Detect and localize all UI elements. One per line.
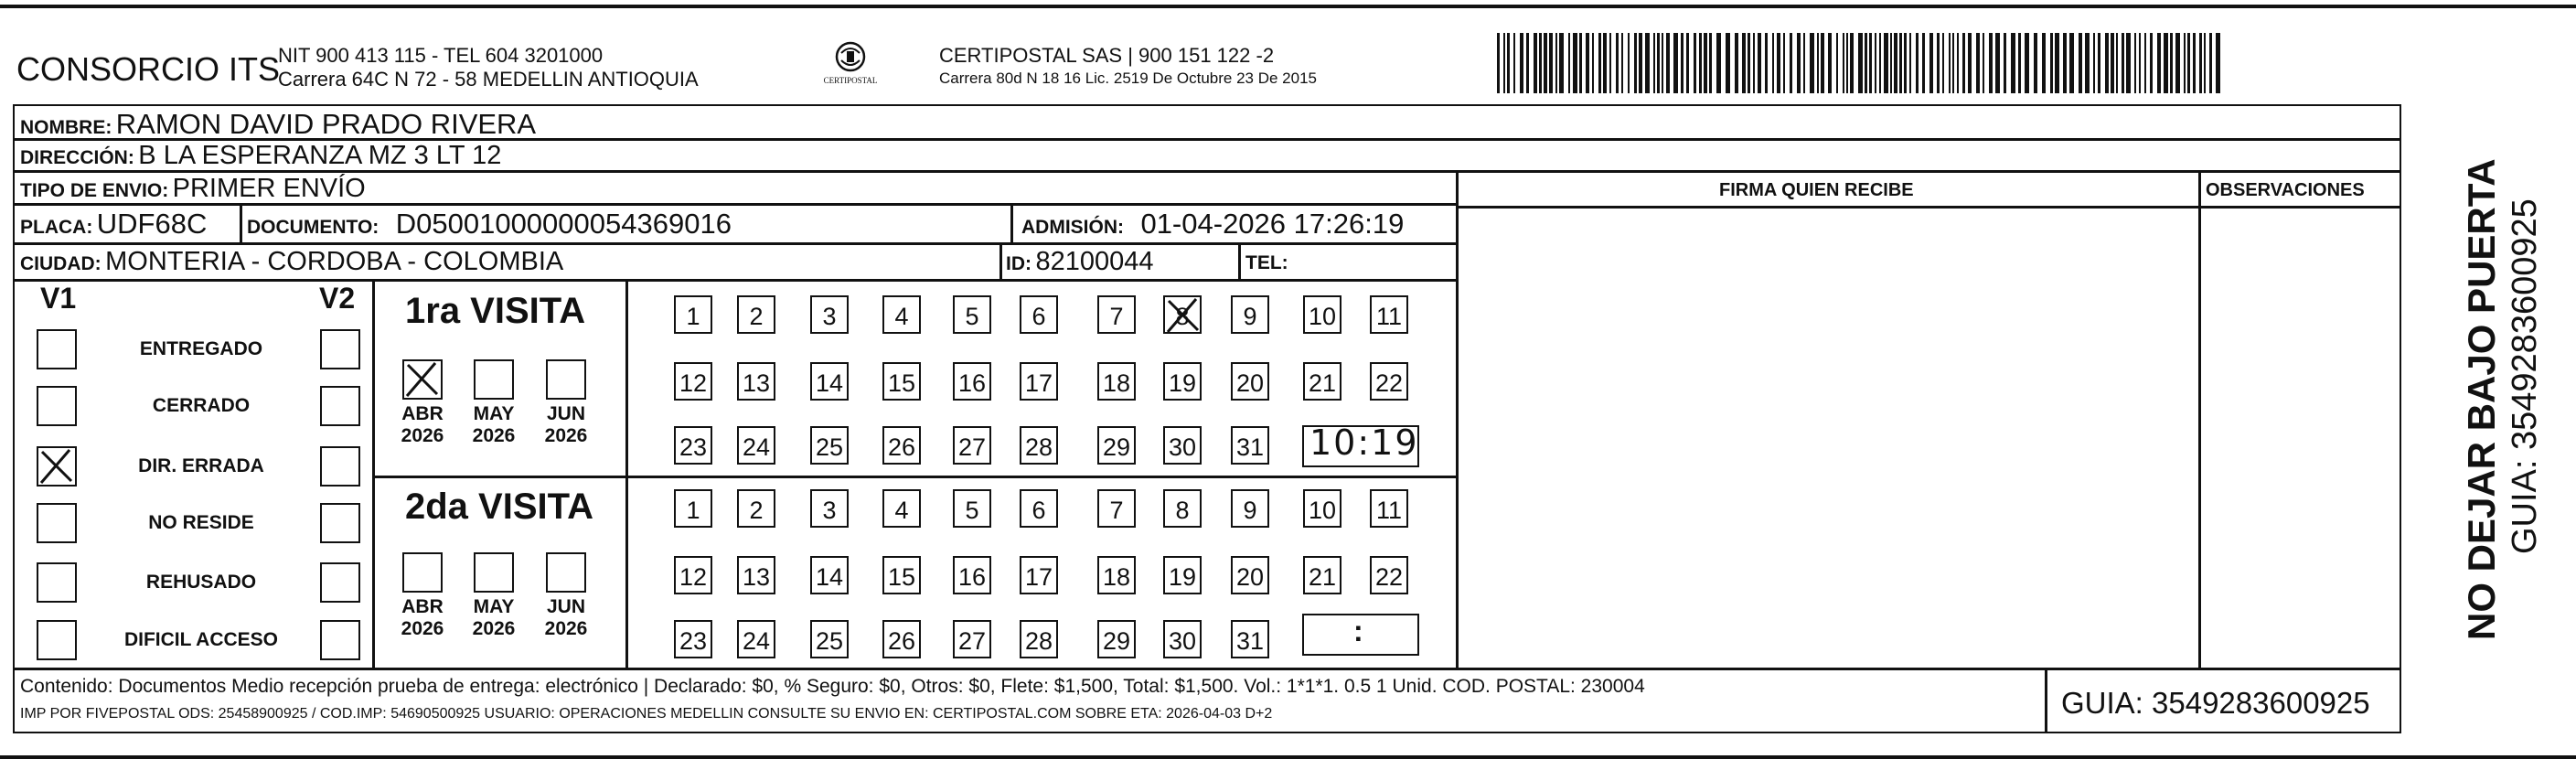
company-name: CONSORCIO ITS bbox=[16, 50, 281, 88]
barcode bbox=[1497, 33, 2221, 93]
barcode-bar bbox=[2093, 33, 2095, 93]
barcode-bar bbox=[1758, 33, 1761, 93]
day-box[interactable]: 7 bbox=[1097, 489, 1136, 528]
day-box[interactable]: 5 bbox=[953, 489, 991, 528]
barcode-bar bbox=[1894, 33, 1897, 93]
barcode-bar bbox=[1983, 33, 1984, 93]
barcode-bar bbox=[1628, 33, 1630, 93]
top-rule bbox=[0, 5, 2576, 8]
barcode-bar bbox=[1890, 33, 1892, 93]
day-box[interactable]: 26 bbox=[882, 426, 921, 465]
day-box[interactable]: 19 bbox=[1163, 556, 1202, 594]
day-box[interactable]: 31 bbox=[1231, 620, 1269, 658]
day-box[interactable]: 6 bbox=[1020, 489, 1058, 528]
barcode-bar bbox=[1995, 33, 2000, 93]
day-box[interactable]: 5 bbox=[953, 295, 991, 334]
status-label: ENTREGADO bbox=[139, 338, 263, 359]
day-box[interactable]: 27 bbox=[953, 620, 991, 658]
barcode-bar bbox=[2134, 33, 2136, 93]
barcode-bar bbox=[2144, 33, 2146, 93]
guia-box-divider bbox=[2045, 668, 2047, 733]
month-checkbox[interactable] bbox=[402, 359, 443, 400]
bottom-rule bbox=[0, 755, 2576, 759]
barcode-bar bbox=[2085, 33, 2090, 93]
day-box[interactable]: 14 bbox=[810, 362, 849, 401]
barcode-bar bbox=[1694, 33, 1696, 93]
month-checkbox[interactable] bbox=[474, 552, 514, 593]
barcode-bar bbox=[2150, 33, 2153, 93]
barcode-bar bbox=[1942, 33, 1944, 93]
barcode-bar bbox=[1639, 33, 1642, 93]
barcode-bar bbox=[2216, 33, 2220, 93]
admision-value: 01-04-2026 17:26:19 bbox=[1140, 208, 1405, 240]
barcode-bar bbox=[1735, 33, 1738, 93]
day-box[interactable]: 27 bbox=[953, 426, 991, 465]
v2-checkbox[interactable] bbox=[320, 620, 360, 660]
nombre-label: NOMBRE: bbox=[20, 117, 112, 138]
barcode-bar bbox=[1603, 33, 1607, 93]
barcode-bar bbox=[2105, 33, 2109, 93]
day-box[interactable]: 21 bbox=[1303, 556, 1341, 594]
barcode-bar bbox=[1549, 33, 1553, 93]
day-box[interactable]: 16 bbox=[953, 362, 991, 401]
direccion-label: DIRECCIÓN: bbox=[20, 147, 134, 168]
barcode-bar bbox=[1916, 33, 1919, 93]
logo-text: CERTIPOSTAL bbox=[823, 76, 878, 85]
barcode-bar bbox=[1843, 33, 1844, 93]
visit-separator bbox=[372, 476, 1457, 478]
barcode-bar bbox=[1544, 33, 1547, 93]
visit-month-divider bbox=[625, 279, 628, 668]
visit2-time: : bbox=[1353, 615, 1363, 647]
barcode-bar bbox=[1850, 33, 1854, 93]
tipo-value: PRIMER ENVÍO bbox=[172, 174, 366, 203]
barcode-bar bbox=[2018, 33, 2021, 93]
barcode-bar bbox=[1989, 33, 1993, 93]
barcode-bar bbox=[1539, 33, 1542, 93]
tipo-label: TIPO DE ENVIO: bbox=[20, 180, 169, 201]
barcode-bar bbox=[1497, 33, 1500, 93]
day-box[interactable]: 12 bbox=[674, 556, 712, 594]
barcode-bar bbox=[2199, 33, 2202, 93]
barcode-bar bbox=[1803, 33, 1805, 93]
firma-header-bottom bbox=[1457, 206, 2401, 209]
day-box[interactable]: 22 bbox=[1370, 556, 1408, 594]
month-checkbox[interactable] bbox=[402, 552, 443, 593]
row-divider bbox=[13, 242, 1458, 245]
barcode-bar bbox=[1899, 33, 1902, 93]
day-box[interactable]: 13 bbox=[737, 556, 775, 594]
row-divider bbox=[13, 279, 1458, 282]
day-number: 8 bbox=[1175, 303, 1190, 330]
barcode-bar bbox=[1962, 33, 1965, 93]
barcode-bar bbox=[1783, 33, 1785, 93]
firma-left-border bbox=[1456, 170, 1459, 668]
barcode-bar bbox=[1709, 33, 1712, 93]
barcode-bar bbox=[2164, 33, 2168, 93]
barcode-bar bbox=[1673, 33, 1678, 93]
v1-checkbox[interactable] bbox=[37, 562, 77, 603]
barcode-bar bbox=[1884, 33, 1888, 93]
side-warning: NO DEJAR BAJO PUERTA bbox=[2460, 158, 2503, 640]
barcode-bar bbox=[1598, 33, 1601, 93]
obs-left-border bbox=[2198, 170, 2201, 668]
barcode-bar bbox=[1976, 33, 1980, 93]
barcode-bar bbox=[2055, 33, 2059, 93]
barcode-bar bbox=[1513, 33, 1515, 93]
certipostal-info: CERTIPOSTAL SAS | 900 151 122 -2 bbox=[939, 44, 1275, 67]
barcode-bar bbox=[2063, 33, 2067, 93]
v1-checkbox[interactable] bbox=[37, 386, 77, 426]
footer-content: Contenido: Documentos Medio recepción prueba de entrega: electrónico | Declarado: $0, % Seguro: $0, Otros: $0, Flete: $1,500, Total: $1,500. Vol.: 1*1*1. 0.5 1 Unid. COD. POSTAL: 230004 bbox=[20, 676, 1645, 697]
day-box[interactable]: 30 bbox=[1163, 426, 1202, 465]
barcode-bar bbox=[2050, 33, 2053, 93]
status-label: REHUSADO bbox=[145, 572, 257, 593]
cell-divider bbox=[1238, 243, 1241, 280]
tel-label: TEL: bbox=[1245, 252, 1288, 273]
placa-label: PLACA: bbox=[20, 217, 93, 238]
firma-label: FIRMA QUIEN RECIBE bbox=[1719, 180, 1914, 200]
v1-checkbox[interactable] bbox=[37, 446, 77, 487]
day-box[interactable]: 25 bbox=[810, 620, 849, 658]
v1-checkbox[interactable] bbox=[37, 620, 77, 660]
barcode-bar bbox=[1609, 33, 1611, 93]
year-label: 2026 bbox=[544, 425, 588, 446]
status-label: DIFICIL ACCESO bbox=[123, 629, 278, 650]
day-box[interactable]: 11 bbox=[1370, 295, 1408, 334]
barcode-bar bbox=[1716, 33, 1721, 93]
day-box[interactable]: 2 bbox=[737, 295, 775, 334]
barcode-bar bbox=[1968, 33, 1972, 93]
x-mark-icon bbox=[402, 359, 443, 400]
year-label: 2026 bbox=[472, 425, 516, 446]
barcode-bar bbox=[2042, 33, 2046, 93]
barcode-bar bbox=[1653, 33, 1655, 93]
barcode-bar bbox=[1904, 33, 1907, 93]
nombre-value: RAMON DAVID PRADO RIVERA bbox=[115, 108, 537, 140]
day-box[interactable]: 9 bbox=[1231, 295, 1269, 334]
barcode-bar bbox=[1666, 33, 1670, 93]
barcode-bar bbox=[1821, 33, 1824, 93]
barcode-bar bbox=[1681, 33, 1683, 93]
barcode-bar bbox=[2126, 33, 2131, 93]
day-box[interactable]: 25 bbox=[810, 426, 849, 465]
v2-label: V2 bbox=[319, 282, 356, 315]
month-label: JUN bbox=[546, 596, 585, 617]
status-label: NO RESIDE bbox=[148, 512, 254, 533]
day-box[interactable]: 29 bbox=[1097, 426, 1136, 465]
barcode-bar bbox=[1797, 33, 1801, 93]
barcode-bar bbox=[2004, 33, 2006, 93]
certipostal-logo bbox=[814, 38, 887, 93]
barcode-bar bbox=[1699, 33, 1702, 93]
ciudad-value: MONTERIA - CORDOBA - COLOMBIA bbox=[105, 247, 564, 276]
day-box[interactable]: 7 bbox=[1097, 295, 1136, 334]
day-box[interactable]: 31 bbox=[1231, 426, 1269, 465]
barcode-bar bbox=[1753, 33, 1755, 93]
barcode-bar bbox=[2034, 33, 2037, 93]
barcode-bar bbox=[1865, 33, 1867, 93]
day-box[interactable]: 23 bbox=[674, 620, 712, 658]
visit-left-border bbox=[372, 279, 375, 668]
day-box[interactable]: 18 bbox=[1097, 556, 1136, 594]
barcode-bar bbox=[1810, 33, 1814, 93]
placa-value: UDF68C bbox=[96, 208, 208, 240]
month-checkbox[interactable] bbox=[546, 359, 586, 400]
barcode-bar bbox=[1772, 33, 1774, 93]
barcode-bar bbox=[1507, 33, 1510, 93]
day-box[interactable]: 4 bbox=[882, 489, 921, 528]
barcode-bar bbox=[1922, 33, 1925, 93]
barcode-bar bbox=[1726, 33, 1730, 93]
v2-checkbox[interactable] bbox=[320, 503, 360, 543]
v2-checkbox[interactable] bbox=[320, 329, 360, 369]
day-box[interactable]: 17 bbox=[1020, 362, 1058, 401]
visit1-title: 1ra VISITA bbox=[405, 291, 586, 331]
barcode-bar bbox=[2170, 33, 2173, 93]
day-box[interactable]: 9 bbox=[1231, 489, 1269, 528]
barcode-bar bbox=[1704, 33, 1707, 93]
footer-guia: GUIA: 3549283600925 bbox=[2061, 686, 2370, 720]
cell-divider bbox=[1010, 205, 1013, 243]
day-box[interactable]: 28 bbox=[1020, 426, 1058, 465]
barcode-bar bbox=[2069, 33, 2074, 93]
x-mark-icon bbox=[1163, 295, 1203, 336]
barcode-bar bbox=[1634, 33, 1637, 93]
month-checkbox[interactable] bbox=[474, 359, 514, 400]
barcode-bar bbox=[1742, 33, 1746, 93]
day-box[interactable]: 28 bbox=[1020, 620, 1058, 658]
v1-checkbox[interactable] bbox=[37, 503, 77, 543]
side-guia: GUIA: 3549283600925 bbox=[2506, 198, 2544, 554]
barcode-bar bbox=[1621, 33, 1623, 93]
barcode-bar bbox=[1662, 33, 1663, 93]
day-box[interactable]: 10 bbox=[1303, 489, 1341, 528]
month-label: JUN bbox=[546, 403, 585, 424]
barcode-bar bbox=[1520, 33, 1523, 93]
month-checkbox[interactable] bbox=[546, 552, 586, 593]
day-box[interactable] bbox=[1163, 295, 1202, 334]
v2-checkbox[interactable] bbox=[320, 446, 360, 487]
footer-imp: IMP POR FIVEPOSTAL ODS: 25458900925 / COD.IMP: 54690500925 USUARIO: OPERACIONES MEDELLIN CONSULTE SU ENVIO EN: CERTIPOSTAL.COM SOBRE ETA: 2026-04-03 D+2 bbox=[20, 706, 1273, 722]
barcode-bar bbox=[1748, 33, 1750, 93]
barcode-bar bbox=[2193, 33, 2196, 93]
barcode-bar bbox=[1858, 33, 1863, 93]
day-box[interactable]: 1 bbox=[674, 295, 712, 334]
day-box[interactable]: 29 bbox=[1097, 620, 1136, 658]
barcode-bar bbox=[2111, 33, 2114, 93]
year-label: 2026 bbox=[401, 618, 444, 639]
direccion-value: B LA ESPERANZA MZ 3 LT 12 bbox=[138, 141, 502, 170]
barcode-bar bbox=[1957, 33, 1959, 93]
company-nit: NIT 900 413 115 - TEL 604 3201000 bbox=[278, 44, 604, 67]
ciudad-label: CIUDAD: bbox=[20, 253, 102, 274]
barcode-bar bbox=[1817, 33, 1819, 93]
barcode-bar bbox=[2187, 33, 2190, 93]
barcode-bar bbox=[2122, 33, 2124, 93]
day-box[interactable]: 18 bbox=[1097, 362, 1136, 401]
barcode-bar bbox=[1765, 33, 1768, 93]
documento-label: DOCUMENTO: bbox=[247, 217, 379, 238]
day-box[interactable]: 15 bbox=[882, 556, 921, 594]
x-mark-icon bbox=[37, 446, 77, 487]
day-box[interactable]: 16 bbox=[953, 556, 991, 594]
day-box[interactable]: 1 bbox=[674, 489, 712, 528]
barcode-bar bbox=[1534, 33, 1537, 93]
barcode-bar bbox=[2157, 33, 2161, 93]
day-box[interactable]: 10 bbox=[1303, 295, 1341, 334]
barcode-bar bbox=[2079, 33, 2082, 93]
barcode-bar bbox=[1879, 33, 1881, 93]
day-box[interactable]: 20 bbox=[1231, 362, 1269, 401]
barcode-bar bbox=[1929, 33, 1933, 93]
day-box[interactable]: 21 bbox=[1303, 362, 1341, 401]
barcode-bar bbox=[1555, 33, 1557, 93]
day-box[interactable]: 13 bbox=[737, 362, 775, 401]
observaciones-label: OBSERVACIONES bbox=[2206, 180, 2365, 200]
day-box[interactable]: 12 bbox=[674, 362, 712, 401]
documento-value: D05001000000054369016 bbox=[395, 208, 732, 240]
day-box[interactable]: 3 bbox=[810, 489, 849, 528]
day-box[interactable]: 26 bbox=[882, 620, 921, 658]
company-address: Carrera 64C N 72 - 58 MEDELLIN ANTIOQUIA bbox=[278, 68, 699, 91]
month-label: MAY bbox=[473, 596, 515, 617]
year-label: 2026 bbox=[472, 618, 516, 639]
day-box[interactable]: 17 bbox=[1020, 556, 1058, 594]
barcode-bar bbox=[1846, 33, 1848, 93]
admision-label: ADMISIÓN: bbox=[1021, 217, 1124, 238]
barcode-bar bbox=[1559, 33, 1564, 93]
day-box[interactable]: 3 bbox=[810, 295, 849, 334]
id-label: ID: bbox=[1006, 253, 1031, 274]
barcode-bar bbox=[1949, 33, 1951, 93]
barcode-bar bbox=[1952, 33, 1954, 93]
status-label: CERRADO bbox=[152, 395, 251, 416]
barcode-bar bbox=[2184, 33, 2186, 93]
cell-divider bbox=[999, 243, 1002, 280]
day-box[interactable]: 2 bbox=[737, 489, 775, 528]
barcode-bar bbox=[1686, 33, 1689, 93]
day-box[interactable]: 8 bbox=[1163, 489, 1202, 528]
day-box[interactable]: 14 bbox=[810, 556, 849, 594]
barcode-bar bbox=[1937, 33, 1940, 93]
barcode-bar bbox=[1828, 33, 1832, 93]
barcode-bar bbox=[1592, 33, 1594, 93]
day-box[interactable]: 24 bbox=[737, 426, 775, 465]
barcode-bar bbox=[1657, 33, 1660, 93]
day-box[interactable]: 15 bbox=[882, 362, 921, 401]
v1-label: V1 bbox=[40, 282, 77, 315]
month-label: ABR bbox=[401, 403, 444, 424]
barcode-bar bbox=[1526, 33, 1529, 93]
barcode-bar bbox=[1579, 33, 1582, 93]
v2-checkbox[interactable] bbox=[320, 386, 360, 426]
visit1-time: 10:19 bbox=[1309, 422, 1419, 463]
certipostal-license: Carrera 80d N 18 16 Lic. 2519 De Octubre 23 De 2015 bbox=[939, 70, 1317, 87]
barcode-bar bbox=[2025, 33, 2029, 93]
day-box[interactable]: 23 bbox=[674, 426, 712, 465]
cell-divider bbox=[240, 205, 242, 243]
barcode-bar bbox=[2116, 33, 2118, 93]
day-box[interactable]: 19 bbox=[1163, 362, 1202, 401]
barcode-bar bbox=[2204, 33, 2206, 93]
day-box[interactable]: 11 bbox=[1370, 489, 1408, 528]
status-label: DIR. ERRADA bbox=[138, 455, 264, 476]
barcode-bar bbox=[1616, 33, 1619, 93]
day-box[interactable]: 4 bbox=[882, 295, 921, 334]
barcode-bar bbox=[1777, 33, 1780, 93]
day-box[interactable]: 22 bbox=[1370, 362, 1408, 401]
barcode-bar bbox=[2209, 33, 2212, 93]
barcode-bar bbox=[1645, 33, 1650, 93]
barcode-bar bbox=[2098, 33, 2100, 93]
month-label: MAY bbox=[473, 403, 515, 424]
day-box[interactable]: 24 bbox=[737, 620, 775, 658]
barcode-bar bbox=[2175, 33, 2180, 93]
row-divider bbox=[13, 668, 2401, 670]
barcode-bar bbox=[1869, 33, 1872, 93]
v2-checkbox[interactable] bbox=[320, 562, 360, 603]
day-box[interactable]: 6 bbox=[1020, 295, 1058, 334]
barcode-bar bbox=[1836, 33, 1838, 93]
day-box[interactable]: 30 bbox=[1163, 620, 1202, 658]
v1-checkbox[interactable] bbox=[37, 329, 77, 369]
id-value: 82100044 bbox=[1035, 247, 1154, 276]
visit2-title: 2da VISITA bbox=[405, 487, 593, 527]
barcode-bar bbox=[1875, 33, 1876, 93]
month-label: ABR bbox=[401, 596, 444, 617]
barcode-bar bbox=[2139, 33, 2141, 93]
barcode-bar bbox=[1568, 33, 1570, 93]
day-box[interactable]: 20 bbox=[1231, 556, 1269, 594]
year-label: 2026 bbox=[544, 618, 588, 639]
form-frame bbox=[13, 104, 2401, 733]
barcode-bar bbox=[1573, 33, 1577, 93]
barcode-bar bbox=[1790, 33, 1792, 93]
barcode-bar bbox=[1586, 33, 1589, 93]
barcode-bar bbox=[2011, 33, 2015, 93]
barcode-bar bbox=[1503, 33, 1505, 93]
year-label: 2026 bbox=[401, 425, 444, 446]
barcode-bar bbox=[1909, 33, 1911, 93]
